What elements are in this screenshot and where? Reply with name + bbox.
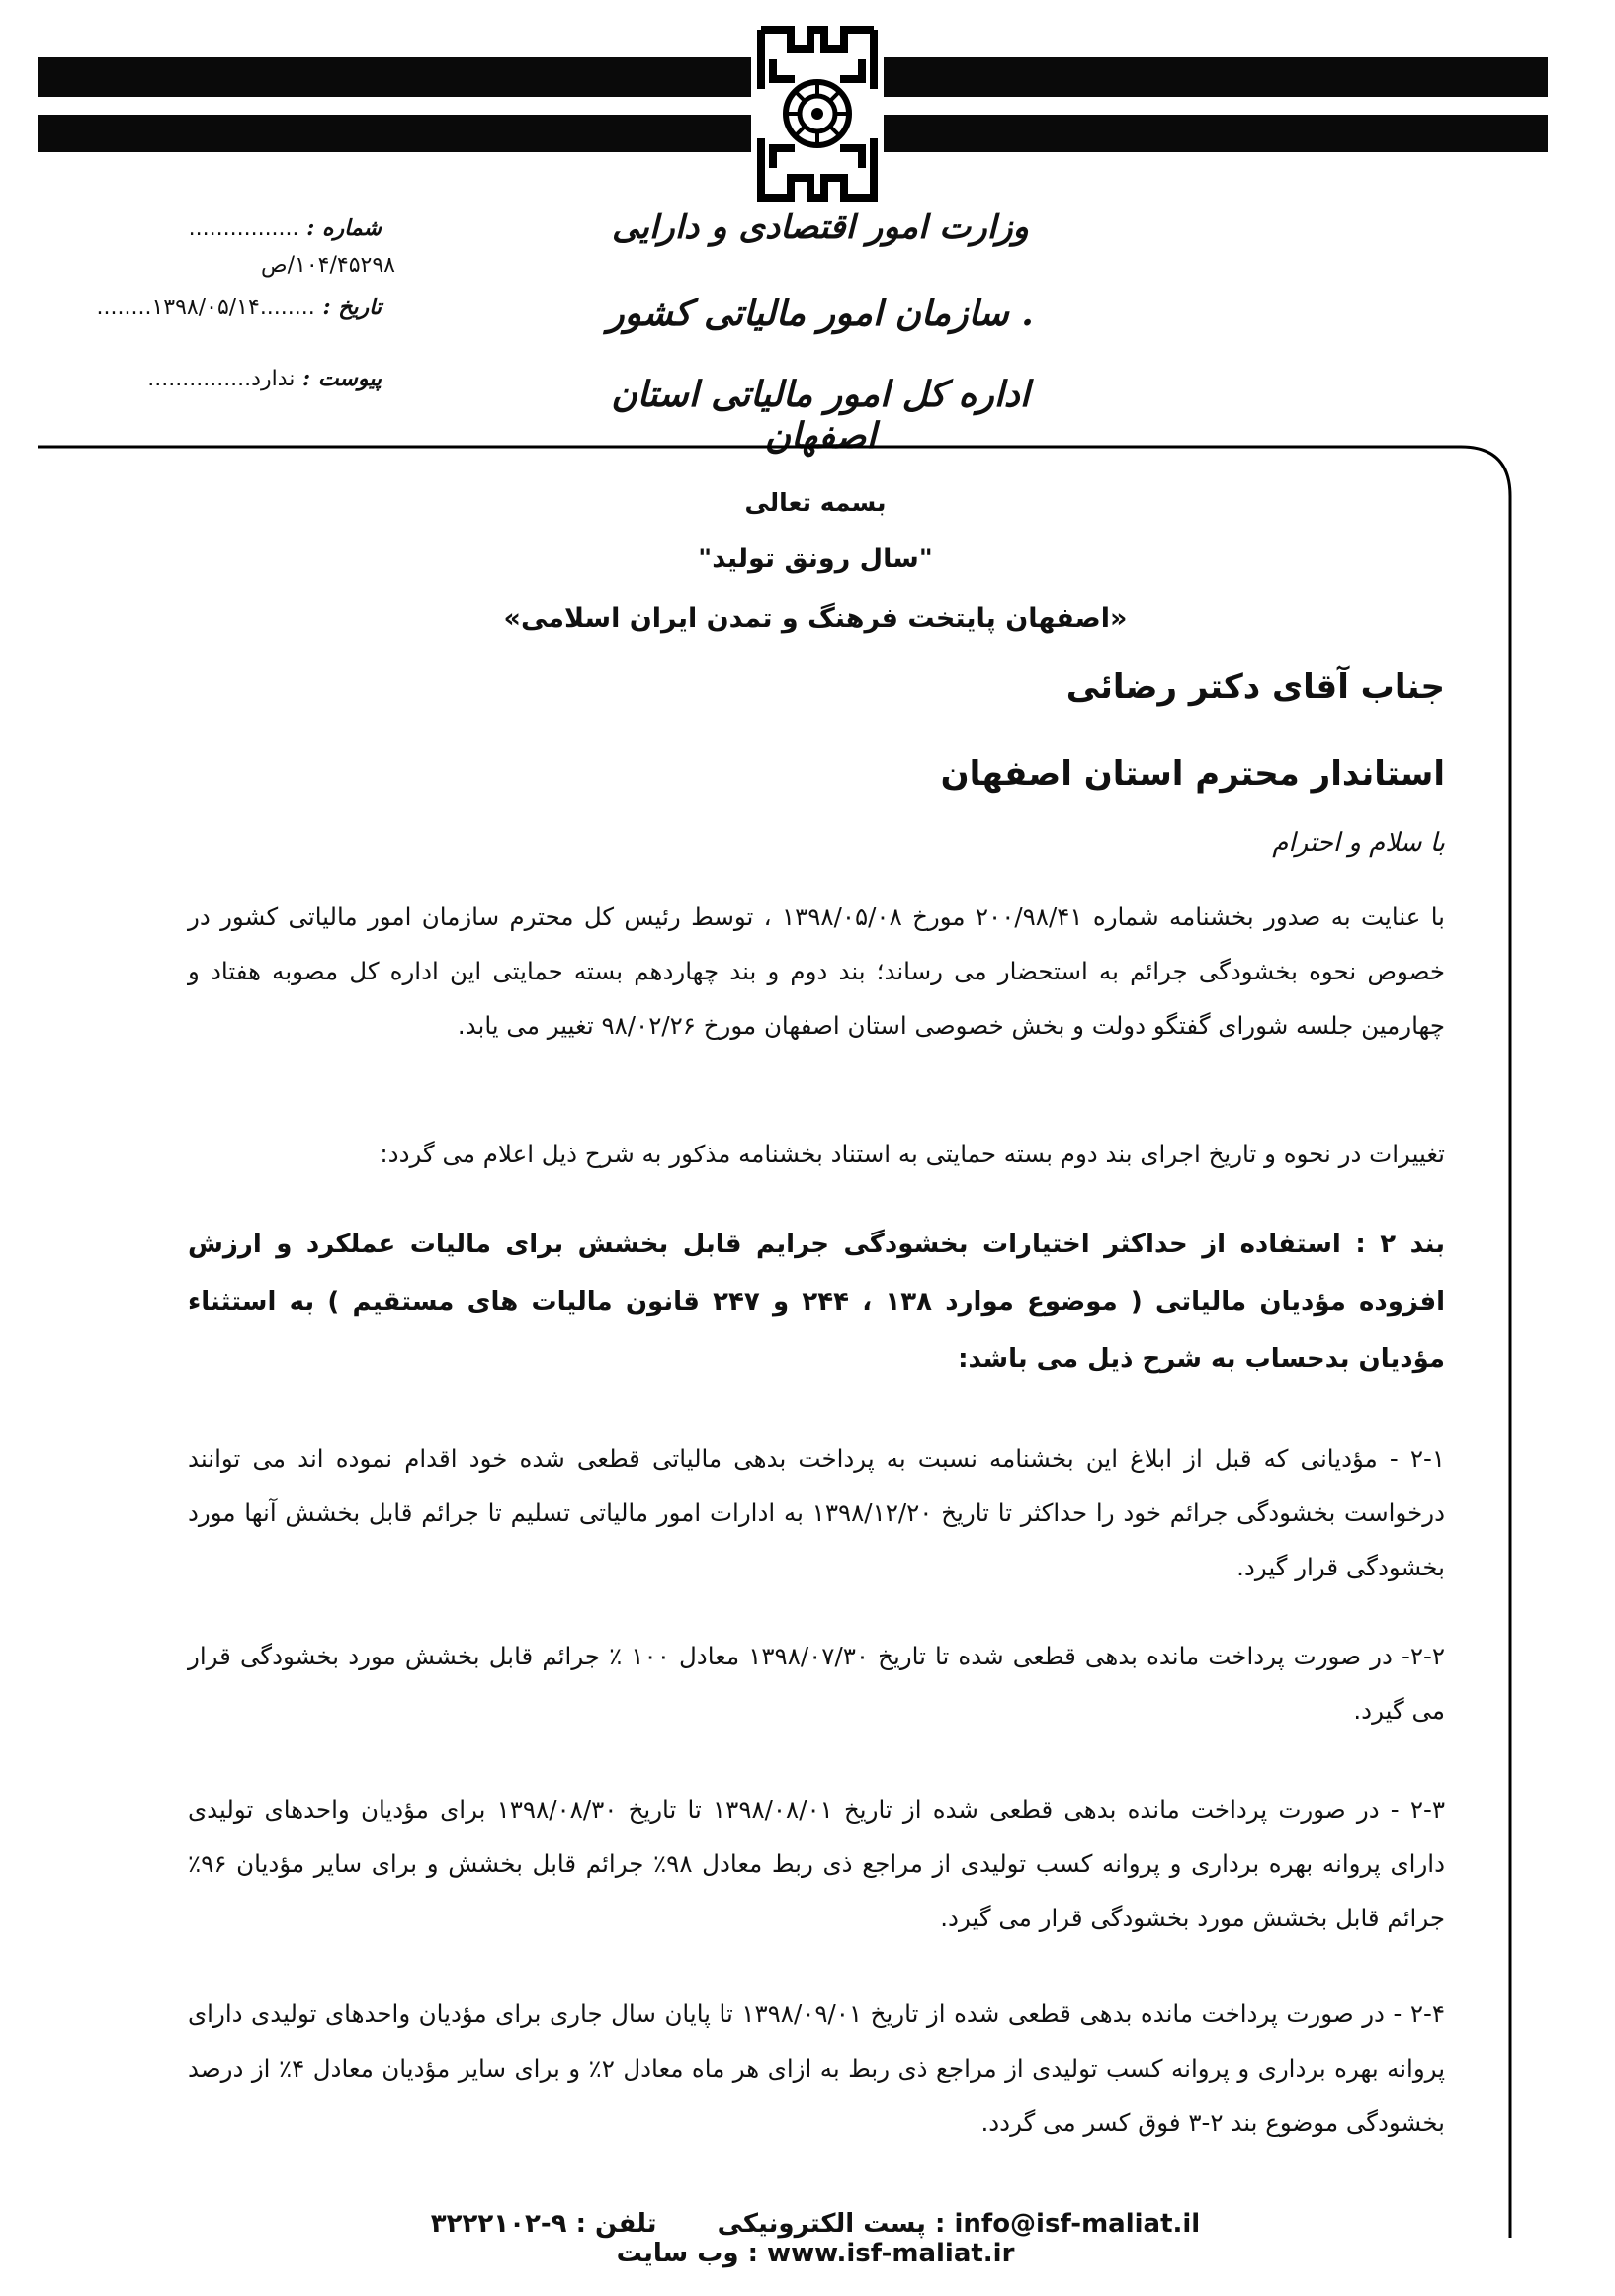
recipient-name: جناب آقای دکتر رضائی [1065, 667, 1445, 707]
motto-year: "سال رونق تولید" [698, 544, 933, 574]
organization-title: . سازمان امور مالیاتی کشور [607, 293, 1034, 334]
attachment-label: پیوست : [302, 366, 382, 391]
recipient-title: استاندار محترم استان اصفهان [940, 754, 1445, 794]
footer-email: پست الکترونیکی : info@isf-maliat.il [717, 2209, 1201, 2239]
greeting-handwritten: با سلام و احترام [1272, 828, 1445, 858]
footer-contact [178, 2209, 1453, 2268]
bismillah: بسمه تعالی [744, 488, 887, 517]
ministry-emblem-icon [751, 20, 884, 208]
footer-phone: تلفن : ۹-۳۲۲۲۱۰۲ [430, 2209, 657, 2239]
attachment-value: ندارد............... [147, 367, 296, 391]
attachment-field [85, 366, 382, 391]
number-label: شماره : [306, 215, 382, 241]
footer-website: وب سایت : www.isf-maliat.ir [616, 2239, 1015, 2268]
paragraph-changes: تغییرات در نحوه و تاریخ اجرای بند دوم بسته حمایتی به استناد بخشنامه مذکور به شرح ذیل اعلام می گردد: [380, 1140, 1445, 1168]
number-value: ۱۰۴/۴۵۲۹۸/ص [261, 253, 395, 278]
date-label: تاریخ : [322, 295, 382, 320]
ministry-title: وزارت امور اقتصادی و دارایی [612, 208, 1029, 247]
paragraph-clause-2: بند ۲ : استفاده از حداکثر اختیارات بخشودگی جرایم قابل بخشش برای مالیات عملکرد و ارزش افزوده مؤدیان مالیاتی ( موضوع موارد ۱۳۸ ، ۲۴۴ و ۲۴۷ قانون مالیات های مستقیم ) به استثناء مؤدیان بدحساب به شرح ذیل می باشد: [188, 1230, 1446, 1374]
paragraph-intro: با عنایت به صدور بخشنامه شماره ۲۰۰/۹۸/۴۱ مورخ ۱۳۹۸/۰۵/۰۸ ، توسط رئیس کل محترم سازمان امور مالیاتی کشور در خصوص نحوه بخشودگی جرائم به استحضار می رساند؛ بند دوم و بند چهاردهم بسته حمایتی این اداره کل مصوبه هفتاد و چهارمین جلسه شورای گفتگو دولت و بخش خصوصی استان اصفهان مورخ ۹۸/۰۲/۲۶ تغییر می یابد. [188, 902, 1445, 1040]
date-value: ........۱۳۹۸/۰۵/۱۴........ [96, 296, 315, 320]
paragraph-clause-2-2: ۲-۲- در صورت پرداخت مانده بدهی قطعی شده تا تاریخ ۱۳۹۸/۰۷/۳۰ معادل ۱۰۰ ٪ جرائم قابل بخشش مورد بخشودگی قرار می گیرد. [188, 1642, 1445, 1725]
number-field [85, 215, 382, 241]
paragraph-clause-2-3: ۲-۳ - در صورت پرداخت مانده بدهی قطعی شده از تاریخ ۱۳۹۸/۰۸/۰۱ تا تاریخ ۱۳۹۸/۰۸/۳۰ برای مؤدیان واحدهای تولیدی دارای پروانه بهره برداری و پروانه کسب تولیدی از مراجع ذی ربط معادل ۹۸٪ جرائم قابل بخشش و برای سایر مؤدیان ۹۶٪ جرائم قابل بخشش مورد بخشودگی قرار می گیرد. [188, 1795, 1446, 1932]
office-title: اداره کل امور مالیاتی استان اصفهان [611, 374, 1030, 457]
number-dots: ................ [188, 216, 299, 241]
date-field [85, 295, 382, 320]
paragraph-clause-2-4: ۲-۴ - در صورت پرداخت مانده بدهی قطعی شده از تاریخ ۱۳۹۸/۰۹/۰۱ تا پایان سال جاری برای مؤدیان واحدهای تولیدی دارای پروانه بهره برداری و پروانه کسب تولیدی از مراجع ذی ربط به ازای هر ماه معادل ۲٪ و برای سایر مؤدیان معادل ۴٪ از درصد بخشودگی موضوع بند ۲-۳ فوق کسر می گردد. [188, 1999, 1446, 2137]
paragraph-clause-2-1: ۲-۱ - مؤدیانی که قبل از ابلاغ این بخشنامه نسبت به پرداخت بدهی مالیاتی قطعی شده خود اقدام نموده اند می توانند درخواست بخشودگی جرائم خود را حداکثر تا تاریخ ۱۳۹۸/۱۲/۲۰ به ادارات امور مالیاتی تسلیم تا جرائم قابل بخشش آنها مورد بخشودگی قرار گیرد. [188, 1444, 1445, 1581]
motto-city: «اصفهان پایتخت فرهنگ و تمدن ایران اسلامی» [503, 603, 1128, 634]
